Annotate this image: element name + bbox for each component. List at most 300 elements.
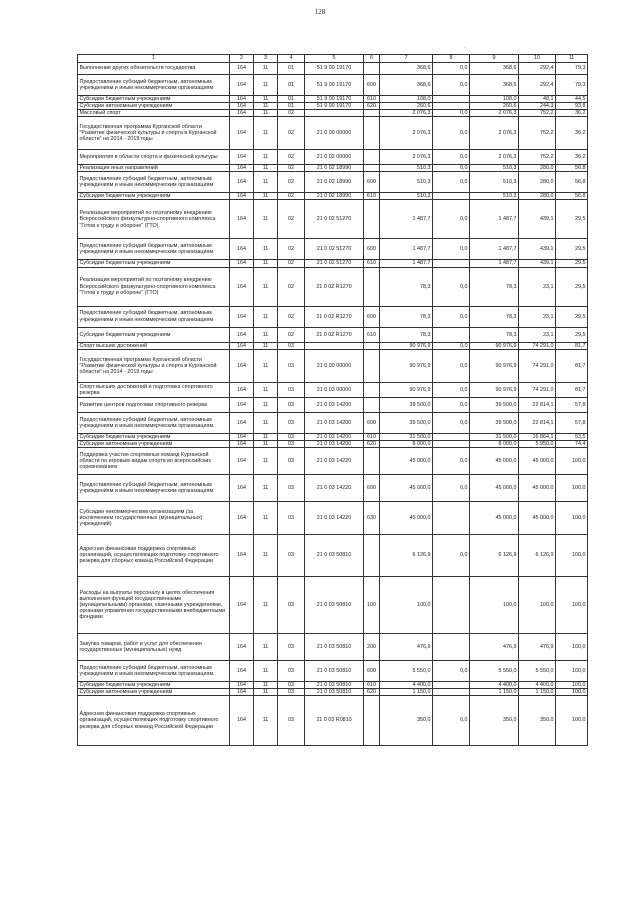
code-section-cell: 11: [254, 474, 278, 501]
item-name-cell: Предоставление субсидий бюджетным, автономным учреждениям и иным некоммерческим организациям: [78, 412, 230, 433]
executed-amount-cell: 439,1: [519, 260, 556, 267]
code-subsection-cell: 03: [278, 433, 305, 440]
item-name-cell: Массовый спорт: [78, 110, 230, 117]
code-admin-cell: 164: [230, 306, 254, 327]
code-type-cell: [364, 397, 380, 412]
code-section-cell: 11: [254, 172, 278, 193]
code-target-cell: 21 0 02 00000: [305, 150, 364, 165]
item-name-cell: Спорт высших достижений и подготовка спортивного резерва: [78, 382, 230, 397]
code-admin-cell: 164: [230, 267, 254, 306]
plan-amount-cell: 45 000,0: [380, 474, 433, 501]
code-section-cell: 11: [254, 576, 278, 633]
code-subsection-cell: 03: [278, 534, 305, 576]
code-subsection-cell: 01: [278, 75, 305, 96]
item-name-cell: Субсидии бюджетным учреждениям: [78, 327, 230, 342]
item-name-cell: Закупка товаров, работ и услуг для обеспечения государственных (муниципальных) нужд: [78, 633, 230, 660]
change-amount-cell: 0,0: [433, 342, 470, 349]
code-target-cell: 21 0 03 50810: [305, 681, 364, 688]
execution-percent-cell: 57,8: [556, 397, 588, 412]
code-subsection-cell: 02: [278, 165, 305, 172]
code-subsection-cell: 03: [278, 660, 305, 681]
executed-amount-cell: 280,0: [519, 172, 556, 193]
executed-amount-cell: 244,3: [519, 103, 556, 110]
code-subsection-cell: 03: [278, 681, 305, 688]
code-target-cell: 21 0 03 14200: [305, 397, 364, 412]
item-name-cell: Выполнение других обязательств государства: [78, 63, 230, 75]
revised-amount-cell: 45 000,0: [470, 501, 519, 534]
code-admin-cell: 164: [230, 501, 254, 534]
item-name-cell: Развитие центров подготовки спортивного резерва: [78, 397, 230, 412]
revised-amount-cell: 31 500,0: [470, 433, 519, 440]
executed-amount-cell: 48,1: [519, 96, 556, 103]
code-type-cell: [364, 342, 380, 349]
table-row: [78, 267, 588, 306]
execution-percent-cell: 100,0: [556, 534, 588, 576]
executed-amount-cell: 100,0: [519, 576, 556, 633]
table-row: [78, 412, 588, 433]
revised-amount-cell: 8 000,0: [470, 440, 519, 447]
code-type-cell: [364, 447, 380, 474]
plan-amount-cell: 2 076,3: [380, 117, 433, 150]
item-name-cell: Субсидии автономным учреждениям: [78, 103, 230, 110]
plan-amount-cell: 45 000,0: [380, 447, 433, 474]
change-amount-cell: [433, 440, 470, 447]
plan-amount-cell: 45 000,0: [380, 501, 433, 534]
code-section-cell: 11: [254, 660, 278, 681]
code-subsection-cell: 03: [278, 688, 305, 695]
code-section-cell: 11: [254, 239, 278, 260]
code-admin-cell: 164: [230, 200, 254, 239]
code-section-cell: 11: [254, 200, 278, 239]
code-target-cell: 21 0 03 50810: [305, 633, 364, 660]
code-subsection-cell: 03: [278, 576, 305, 633]
table-row: [78, 696, 588, 746]
code-subsection-cell: 03: [278, 342, 305, 349]
executed-amount-cell: 752,2: [519, 117, 556, 150]
change-amount-cell: [433, 327, 470, 342]
header-cell: 10: [519, 55, 556, 63]
execution-percent-cell: 100,0: [556, 501, 588, 534]
execution-percent-cell: 79,3: [556, 63, 588, 75]
revised-amount-cell: 510,3: [470, 193, 519, 200]
code-section-cell: 11: [254, 447, 278, 474]
change-amount-cell: 0,0: [433, 382, 470, 397]
code-admin-cell: 164: [230, 110, 254, 117]
execution-percent-cell: 29,5: [556, 200, 588, 239]
revised-amount-cell: 350,0: [470, 696, 519, 746]
change-amount-cell: 0,0: [433, 447, 470, 474]
executed-amount-cell: 23,1: [519, 267, 556, 306]
code-subsection-cell: 03: [278, 412, 305, 433]
revised-amount-cell: 78,3: [470, 327, 519, 342]
execution-percent-cell: 56,8: [556, 193, 588, 200]
execution-percent-cell: 79,3: [556, 75, 588, 96]
code-admin-cell: 164: [230, 440, 254, 447]
code-section-cell: 11: [254, 327, 278, 342]
execution-percent-cell: 29,5: [556, 306, 588, 327]
change-amount-cell: 0,0: [433, 110, 470, 117]
plan-amount-cell: 510,3: [380, 193, 433, 200]
budget-table: [77, 54, 588, 746]
table-row: [78, 474, 588, 501]
execution-percent-cell: 36,2: [556, 117, 588, 150]
code-admin-cell: 164: [230, 382, 254, 397]
plan-amount-cell: 510,3: [380, 165, 433, 172]
code-section-cell: 11: [254, 440, 278, 447]
code-type-cell: [364, 200, 380, 239]
item-name-cell: Предоставление субсидий бюджетным, автономным учреждениям и иным некоммерческим организациям: [78, 172, 230, 193]
code-type-cell: 600: [364, 660, 380, 681]
plan-amount-cell: 350,0: [380, 696, 433, 746]
executed-amount-cell: 5 950,0: [519, 440, 556, 447]
revised-amount-cell: 90 976,9: [470, 342, 519, 349]
execution-percent-cell: 44,5: [556, 96, 588, 103]
table-row: [78, 440, 588, 447]
execution-percent-cell: 81,7: [556, 382, 588, 397]
item-name-cell: Мероприятия в области спорта и физической культуры: [78, 150, 230, 165]
execution-percent-cell: 100,0: [556, 660, 588, 681]
code-subsection-cell: 03: [278, 382, 305, 397]
code-admin-cell: 164: [230, 433, 254, 440]
table-row: [78, 534, 588, 576]
table-row: [78, 193, 588, 200]
item-name-cell: Субсидии бюджетным учреждениям: [78, 260, 230, 267]
code-target-cell: 21 0 02 18990: [305, 193, 364, 200]
revised-amount-cell: 1 487,7: [470, 200, 519, 239]
code-admin-cell: 164: [230, 576, 254, 633]
header-cell: 6: [364, 55, 380, 63]
plan-amount-cell: 39 500,0: [380, 412, 433, 433]
code-section-cell: 11: [254, 501, 278, 534]
plan-amount-cell: 260,6: [380, 103, 433, 110]
code-section-cell: 11: [254, 306, 278, 327]
code-subsection-cell: 03: [278, 501, 305, 534]
header-cell: 8: [433, 55, 470, 63]
code-target-cell: 21 0 02 18990: [305, 172, 364, 193]
code-admin-cell: 164: [230, 63, 254, 75]
table-row: [78, 260, 588, 267]
change-amount-cell: 0,0: [433, 267, 470, 306]
table-row: [78, 306, 588, 327]
table-row: [78, 117, 588, 150]
change-amount-cell: 0,0: [433, 397, 470, 412]
execution-percent-cell: 29,5: [556, 260, 588, 267]
code-type-cell: 600: [364, 172, 380, 193]
executed-amount-cell: 4 400,0: [519, 681, 556, 688]
executed-amount-cell: 74 291,0: [519, 382, 556, 397]
execution-percent-cell: 100,0: [556, 696, 588, 746]
executed-amount-cell: 22 814,1: [519, 412, 556, 433]
executed-amount-cell: 350,0: [519, 696, 556, 746]
code-section-cell: 11: [254, 397, 278, 412]
code-section-cell: 11: [254, 696, 278, 746]
table-row: [78, 397, 588, 412]
change-amount-cell: 0,0: [433, 165, 470, 172]
plan-amount-cell: 90 976,9: [380, 342, 433, 349]
code-type-cell: 620: [364, 688, 380, 695]
code-subsection-cell: 03: [278, 474, 305, 501]
change-amount-cell: [433, 260, 470, 267]
header-cell: 5: [305, 55, 364, 63]
table-row: [78, 103, 588, 110]
plan-amount-cell: 31 500,0: [380, 433, 433, 440]
code-target-cell: 21 0 02 18990: [305, 165, 364, 172]
code-target-cell: 21 0 03 50810: [305, 688, 364, 695]
change-amount-cell: [433, 193, 470, 200]
execution-percent-cell: 93,8: [556, 103, 588, 110]
code-section-cell: 11: [254, 342, 278, 349]
executed-amount-cell: 292,4: [519, 63, 556, 75]
executed-amount-cell: 5 550,0: [519, 660, 556, 681]
executed-amount-cell: 16 864,1: [519, 433, 556, 440]
execution-percent-cell: 100,0: [556, 474, 588, 501]
plan-amount-cell: 1 487,7: [380, 260, 433, 267]
code-subsection-cell: 03: [278, 633, 305, 660]
plan-amount-cell: 90 976,9: [380, 349, 433, 382]
code-type-cell: [364, 349, 380, 382]
code-subsection-cell: 03: [278, 696, 305, 746]
code-subsection-cell: 02: [278, 239, 305, 260]
change-amount-cell: [433, 96, 470, 103]
change-amount-cell: 0,0: [433, 172, 470, 193]
plan-amount-cell: 2 076,3: [380, 150, 433, 165]
code-admin-cell: 164: [230, 117, 254, 150]
execution-percent-cell: 100,0: [556, 688, 588, 695]
revised-amount-cell: 100,0: [470, 576, 519, 633]
code-admin-cell: 164: [230, 193, 254, 200]
code-admin-cell: 164: [230, 681, 254, 688]
revised-amount-cell: 368,6: [470, 63, 519, 75]
change-amount-cell: 0,0: [433, 200, 470, 239]
table-row: [78, 342, 588, 349]
plan-amount-cell: 1 487,7: [380, 200, 433, 239]
code-subsection-cell: 03: [278, 447, 305, 474]
execution-percent-cell: 29,5: [556, 327, 588, 342]
code-type-cell: 610: [364, 193, 380, 200]
code-target-cell: 21 0 03 14200: [305, 440, 364, 447]
item-name-cell: Государственная программа Курганской области "Развитие физической культуры и спорта в Курганской области" на 2014 - 2019 годы: [78, 349, 230, 382]
table-row: [78, 75, 588, 96]
code-target-cell: 21 0 03 14220: [305, 474, 364, 501]
executed-amount-cell: 476,9: [519, 633, 556, 660]
change-amount-cell: 0,0: [433, 150, 470, 165]
code-target-cell: 21 0 02 R1270: [305, 267, 364, 306]
item-name-cell: Государственная программа Курганской области "Развитие физической культуры и спорта в Курганской области" на 2014 - 2019 годы: [78, 117, 230, 150]
code-subsection-cell: 02: [278, 110, 305, 117]
table-row: [78, 447, 588, 474]
code-subsection-cell: 02: [278, 327, 305, 342]
code-admin-cell: 164: [230, 412, 254, 433]
code-admin-cell: 164: [230, 534, 254, 576]
revised-amount-cell: 45 000,0: [470, 447, 519, 474]
code-type-cell: [364, 696, 380, 746]
revised-amount-cell: 1 487,7: [470, 260, 519, 267]
plan-amount-cell: 78,3: [380, 306, 433, 327]
code-section-cell: 11: [254, 633, 278, 660]
code-section-cell: 11: [254, 260, 278, 267]
execution-percent-cell: 100,0: [556, 576, 588, 633]
execution-percent-cell: 81,7: [556, 349, 588, 382]
change-amount-cell: 0,0: [433, 534, 470, 576]
execution-percent-cell: 29,5: [556, 267, 588, 306]
item-name-cell: Субсидии некоммерческим организациям (за исключением государственных (муниципальных) учреждений): [78, 501, 230, 534]
item-name-cell: Предоставление субсидий бюджетным, автономным учреждениям и иным некоммерческим организациям: [78, 306, 230, 327]
code-subsection-cell: 02: [278, 200, 305, 239]
executed-amount-cell: 439,1: [519, 239, 556, 260]
code-target-cell: 21 0 03 14200: [305, 433, 364, 440]
code-admin-cell: 164: [230, 342, 254, 349]
code-section-cell: 11: [254, 688, 278, 695]
plan-amount-cell: 78,3: [380, 327, 433, 342]
item-name-cell: Субсидии бюджетным учреждениям: [78, 433, 230, 440]
header-cell: 2: [230, 55, 254, 63]
code-type-cell: 600: [364, 239, 380, 260]
table-row: [78, 150, 588, 165]
plan-amount-cell: 6 126,9: [380, 534, 433, 576]
item-name-cell: Субсидии автономным учреждениям: [78, 688, 230, 695]
plan-amount-cell: 476,9: [380, 633, 433, 660]
code-section-cell: 11: [254, 103, 278, 110]
table-row: [78, 382, 588, 397]
code-admin-cell: 164: [230, 633, 254, 660]
table-row: [78, 501, 588, 534]
code-target-cell: 21 0 00 00000: [305, 117, 364, 150]
code-admin-cell: 164: [230, 165, 254, 172]
code-type-cell: 610: [364, 433, 380, 440]
executed-amount-cell: 752,2: [519, 150, 556, 165]
revised-amount-cell: 78,3: [470, 306, 519, 327]
table-body: [78, 63, 588, 746]
execution-percent-cell: 100,0: [556, 633, 588, 660]
code-subsection-cell: 02: [278, 260, 305, 267]
code-target-cell: 21 0 00 00000: [305, 349, 364, 382]
executed-amount-cell: 439,1: [519, 200, 556, 239]
table-row: [78, 433, 588, 440]
plan-amount-cell: 1 487,7: [380, 239, 433, 260]
code-target-cell: 51 9 00 19170: [305, 103, 364, 110]
code-type-cell: 100: [364, 576, 380, 633]
revised-amount-cell: 260,6: [470, 103, 519, 110]
code-section-cell: 11: [254, 433, 278, 440]
executed-amount-cell: 280,0: [519, 193, 556, 200]
code-admin-cell: 164: [230, 239, 254, 260]
change-amount-cell: 0,0: [433, 660, 470, 681]
code-type-cell: 620: [364, 103, 380, 110]
revised-amount-cell: 108,0: [470, 96, 519, 103]
code-target-cell: 21 0 03 14200: [305, 412, 364, 433]
change-amount-cell: 0,0: [433, 412, 470, 433]
code-target-cell: 21 0 02 51270: [305, 239, 364, 260]
item-name-cell: Реализация иных направлений: [78, 165, 230, 172]
code-admin-cell: 164: [230, 349, 254, 382]
execution-percent-cell: 36,2: [556, 110, 588, 117]
table-row: [78, 660, 588, 681]
code-section-cell: 11: [254, 96, 278, 103]
code-admin-cell: 164: [230, 327, 254, 342]
change-amount-cell: [433, 433, 470, 440]
code-admin-cell: 164: [230, 103, 254, 110]
executed-amount-cell: 23,1: [519, 327, 556, 342]
item-name-cell: Адресная финансовая поддержка спортивных организаций, осуществляющих подготовку спортивного резерва для сборных команд Российской Федерации: [78, 696, 230, 746]
code-target-cell: 21 0 03 R0810: [305, 696, 364, 746]
scan-speck: ·: [464, 45, 466, 51]
header-cell: 9: [470, 55, 519, 63]
code-section-cell: 11: [254, 150, 278, 165]
code-admin-cell: 164: [230, 172, 254, 193]
code-target-cell: 21 0 02 R1270: [305, 327, 364, 342]
executed-amount-cell: 74 291,0: [519, 342, 556, 349]
page-number: 128: [314, 8, 326, 16]
code-type-cell: 600: [364, 75, 380, 96]
table-row: [78, 688, 588, 695]
code-target-cell: 21 0 03 50810: [305, 660, 364, 681]
code-subsection-cell: 02: [278, 172, 305, 193]
header-cell: 7: [380, 55, 433, 63]
table-row: [78, 165, 588, 172]
code-type-cell: [364, 150, 380, 165]
code-admin-cell: 164: [230, 150, 254, 165]
executed-amount-cell: 752,2: [519, 110, 556, 117]
revised-amount-cell: 1 150,0: [470, 688, 519, 695]
code-type-cell: 600: [364, 412, 380, 433]
change-amount-cell: [433, 103, 470, 110]
plan-amount-cell: 78,3: [380, 267, 433, 306]
code-type-cell: 610: [364, 681, 380, 688]
code-section-cell: 11: [254, 165, 278, 172]
code-section-cell: 11: [254, 63, 278, 75]
execution-percent-cell: 29,5: [556, 239, 588, 260]
plan-amount-cell: 8 000,0: [380, 440, 433, 447]
code-type-cell: [364, 382, 380, 397]
table-row: [78, 349, 588, 382]
table-row: [78, 63, 588, 75]
code-target-cell: [305, 110, 364, 117]
change-amount-cell: 0,0: [433, 474, 470, 501]
item-name-cell: Субсидии бюджетным учреждениям: [78, 193, 230, 200]
code-admin-cell: 164: [230, 688, 254, 695]
code-section-cell: 11: [254, 110, 278, 117]
table-row: [78, 327, 588, 342]
plan-amount-cell: 2 076,3: [380, 110, 433, 117]
plan-amount-cell: 39 500,0: [380, 397, 433, 412]
revised-amount-cell: 90 976,9: [470, 349, 519, 382]
executed-amount-cell: 6 126,9: [519, 534, 556, 576]
execution-percent-cell: 53,5: [556, 433, 588, 440]
execution-percent-cell: 74,4: [556, 440, 588, 447]
code-target-cell: [305, 342, 364, 349]
revised-amount-cell: 4 400,0: [470, 681, 519, 688]
code-target-cell: 21 0 03 50810: [305, 576, 364, 633]
code-section-cell: 11: [254, 681, 278, 688]
change-amount-cell: 0,0: [433, 75, 470, 96]
item-name-cell: Субсидии автономным учреждениям: [78, 440, 230, 447]
code-type-cell: 600: [364, 306, 380, 327]
code-type-cell: [364, 63, 380, 75]
code-section-cell: 11: [254, 382, 278, 397]
item-name-cell: Предоставление субсидий бюджетным, автономным учреждениям и иным некоммерческим организациям: [78, 474, 230, 501]
code-target-cell: 51 9 00 19170: [305, 96, 364, 103]
code-type-cell: 620: [364, 440, 380, 447]
code-type-cell: [364, 165, 380, 172]
item-name-cell: Предоставление субсидий бюджетным, автономным учреждениям и иным некоммерческим организациям: [78, 75, 230, 96]
execution-percent-cell: 56,8: [556, 165, 588, 172]
item-name-cell: Спорт высших достижений: [78, 342, 230, 349]
plan-amount-cell: 90 976,9: [380, 382, 433, 397]
revised-amount-cell: 1 487,7: [470, 239, 519, 260]
code-admin-cell: 164: [230, 696, 254, 746]
revised-amount-cell: 78,3: [470, 267, 519, 306]
code-type-cell: [364, 117, 380, 150]
